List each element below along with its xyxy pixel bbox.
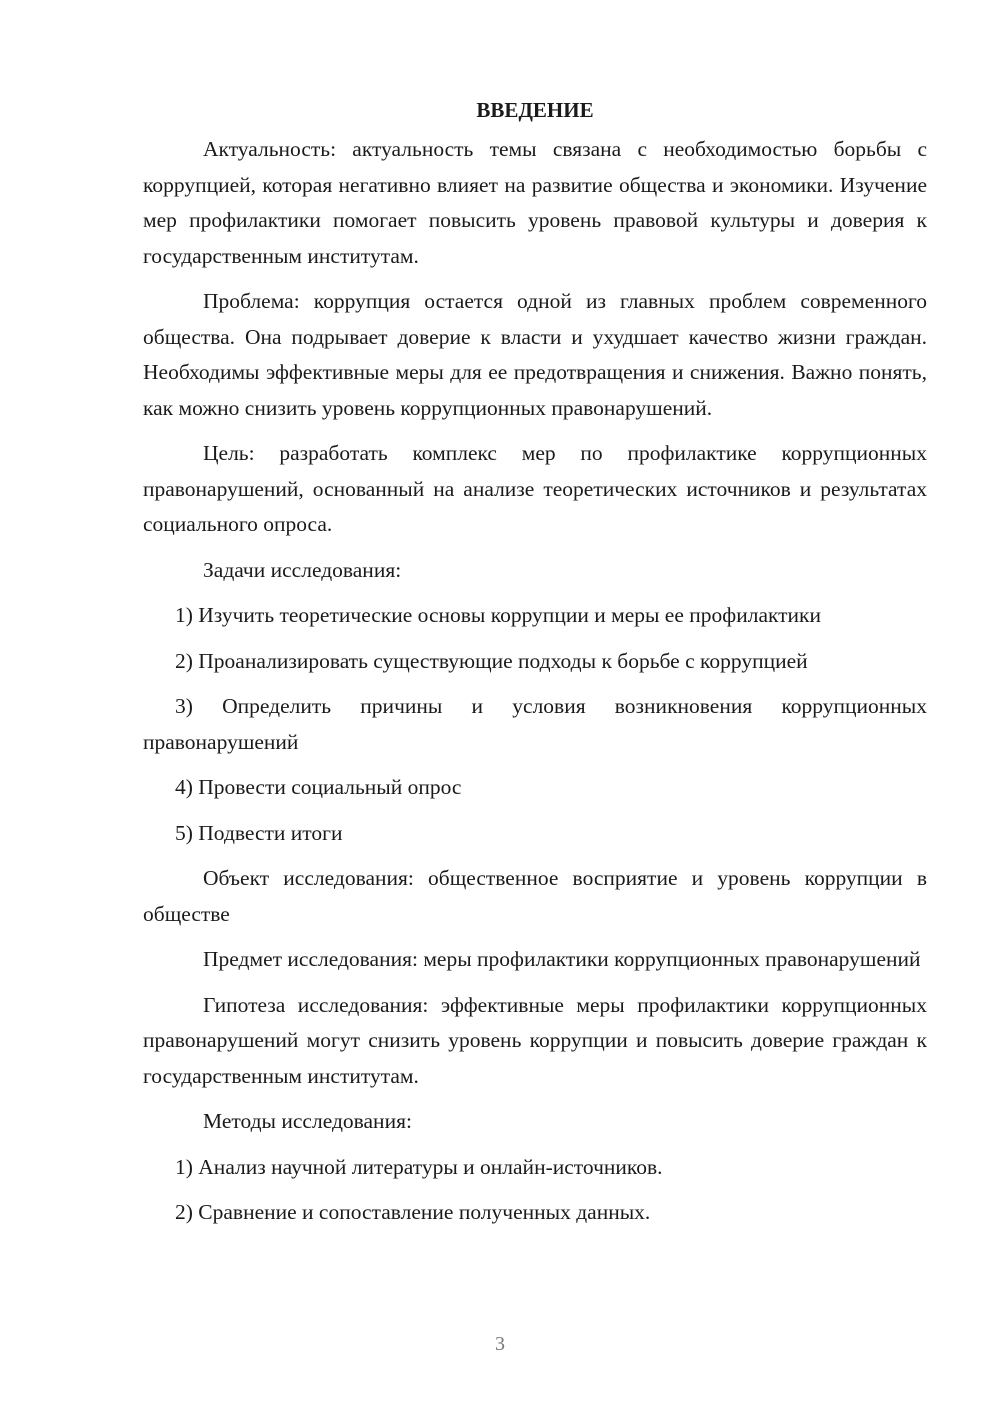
- task-item-2: 2) Проанализировать существующие подходы к борьбе с коррупцией: [175, 648, 808, 673]
- problem-paragraph: Проблема: коррупция остается одной из главных проблем современного общества. Она подрывает доверие к власти и ухудшает качество жизни граждан. Необходимы эффективные меры для ее предотвращения и снижения. Важно понять, как можно снизить уровень коррупционных правонарушений.: [143, 289, 927, 420]
- subject-paragraph: Предмет исследования: меры профилактики коррупционных правонарушений: [203, 947, 921, 971]
- method-item-1: 1) Анализ научной литературы и онлайн-источников.: [175, 1154, 663, 1179]
- page-title: ВВЕДЕНИЕ: [476, 98, 594, 122]
- task-item-1: 1) Изучить теоретические основы коррупции и меры ее профилактики: [175, 603, 821, 627]
- relevance-paragraph: Актуальность: актуальность темы связана с необходимостью борьбы с коррупцией, которая негативно влияет на развитие общества и экономики. Изучение мер профилактики помогает повысить уровень правовой культуры и доверия к государственным институтам.: [143, 137, 927, 268]
- object-paragraph: Объект исследования: общественное восприятие и уровень коррупции в обществе: [143, 866, 927, 926]
- task-item-4: 4) Провести социальный опрос: [175, 775, 462, 799]
- method-item-2: 2) Сравнение и сопоставление полученных данных.: [175, 1200, 651, 1224]
- task-item-3: 3) Определить причины и условия возникновения коррупционных правонарушений: [143, 694, 927, 754]
- tasks-title: Задачи исследования:: [203, 557, 402, 582]
- methods-title: Методы исследования:: [203, 1109, 412, 1133]
- page-number: 3: [495, 1333, 505, 1355]
- document-body: [143, 92, 927, 1241]
- task-item-5: 5) Подвести итоги: [175, 820, 343, 845]
- hypothesis-paragraph: Гипотеза исследования: эффективные меры профилактики коррупционных правонарушений могут снизить уровень коррупции и повысить доверие граждан к государственным институтам.: [143, 992, 927, 1088]
- goal-paragraph: Цель: разработать комплекс мер по профилактике коррупционных правонарушений, основанный на анализе теоретических источников и результатах социального опроса.: [143, 441, 927, 536]
